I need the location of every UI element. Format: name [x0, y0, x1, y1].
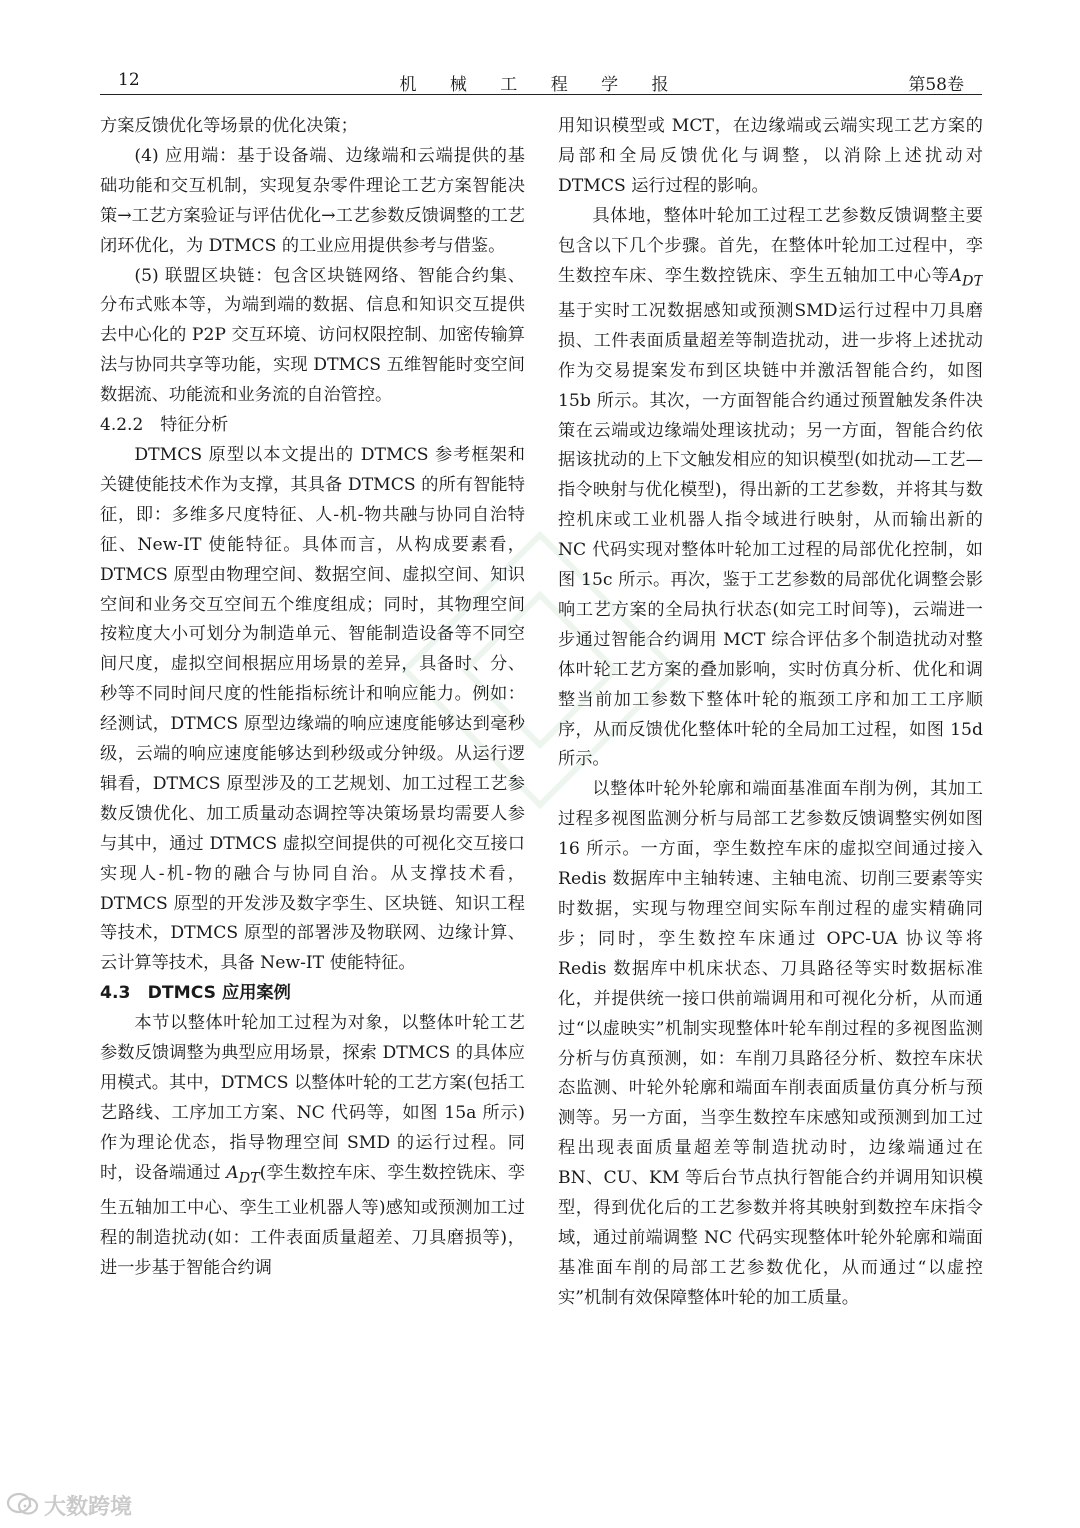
steps-text-part-1: 具体地，整体叶轮加工过程工艺参数反馈调整主要包含以下几个步骤。首先，在整体叶轮加工过程中，孪生数控车床、孪生数控铣床、孪生五轴加工中心等 — [558, 205, 983, 286]
case-text-part-2: (孪生数控车床、孪生数控铣床、孪生五轴加工中心、孪生工业机器人等)感知或预测加工过程的制造扰动(如：工件表面质量超差、刀具磨损等)，进一步基于智能合约调 — [100, 1162, 525, 1278]
right-column — [558, 112, 983, 1402]
chat-bubble-icon — [6, 1491, 40, 1519]
volume-label: 第58卷 — [908, 75, 964, 95]
paragraph-alliance-blockchain: (5) 联盟区块链：包含区块链网络、智能合约集、分布式账本等，为端到端的数据、信息和知识交互提供去中心化的 P2P 交互环境、访问权限控制、加密传输算法与协同共享等功能，实现 DTMCS 五维智能时变空间数据流、功能流和业务流的自治管控。 — [100, 265, 525, 406]
steps-text-part-2: 基于实时工况数据感知或预测SMD运行过程中刀具磨损、工件表面质量超差等制造扰动，进一步将上述扰动作为交易提案发布到区块链中并激活智能合约，如图 15b 所示。其次，一方面智能合约通过预置触发条件决策在云端或边缘端处理该扰动；另一方面，智能合约依据该扰动的上下文触发相应的知识模型(如扰动—工艺—指令映射与优化模型)，得出新的工艺参数，并将其与数控机床或工业机器人指令域进行映射，从而输出新的 NC 代码实现对整体叶轮加工过程的局部优化控制，如图 15c 所示。再次，鉴于工艺参数的局部优化调整会影响工艺方案的全局执行状态(如完工时间等)，云端进一步通过智能合约调用 MCT 综合评估多个制造扰动对整体叶轮工艺方案的叠加影响，实时仿真分析、优化和调整当前加工参数下整体叶轮的瓶颈工序和加工工序顺序，从而反馈优化整体叶轮的全局加工过程，如图 15d 所示。 — [558, 300, 983, 770]
section-heading: 4.3 DTMCS 应用案例 — [100, 983, 291, 1004]
paragraph-adjustment-steps — [558, 202, 983, 776]
adt-symbol: $A_{DT}$ — [949, 265, 983, 289]
watermark-text: 大数跨境 — [44, 1494, 133, 1520]
journal-title: 机 械 工 程 学 报 — [399, 75, 683, 95]
watermark — [6, 1488, 132, 1522]
running-header — [100, 66, 982, 95]
adt-symbol: $A_{DT}$ — [226, 1162, 260, 1187]
page-number: 12 — [118, 70, 140, 90]
case-text-part-1: 本节以整体叶轮加工过程为对象，以整体叶轮工艺参数反馈调整为典型应用场景，探索 DTMCS 的具体应用模式。其中，DTMCS 以整体叶轮的工艺方案(包括工艺路线、工序加工方案、NC 代码等，如图 15a 所示)作为理论优态，指导物理空间 SMD 的运行过程。同时，设备端通过 — [100, 1013, 525, 1183]
paragraph-feature-analysis: DTMCS 原型以本文提出的 DTMCS 参考框架和关键使能技术作为支撑，其具备 DTMCS 的所有智能特征，即：多维多尺度特征、人-机-物共融与协同自治特征、New-IT 使能特征。具体而言，从构成要素看，DTMCS 原型由物理空间、数据空间、虚拟空间、知识空间和业务交互空间五个维度组成；同时，其物理空间按粒度大小可划分为制造单元、智能制造设备等不同空间尺度，虚拟空间根据应用场景的差异，具备时、分、秒等不同时间尺度的性能指标统计和响应能力。例如：经测试，DTMCS 原型边缘端的响应速度能够达到毫秒级，云端的响应速度能够达到秒级或分钟级。从运行逻辑看，DTMCS 原型涉及的工艺规划、加工过程工艺参数反馈优化、加工质量动态调控等决策场景均需要人参与其中，通过 DTMCS 虚拟空间提供的可视化交互接口实现人-机-物的融合与协同自治。从支撑技术看，DTMCS 原型的开发涉及数字孪生、区块链、知识工程等技术，DTMCS 原型的部署涉及物联网、边缘计算、云计算等技术，具备 New-IT 使能特征。 — [100, 444, 525, 974]
paragraph-turning-example: 以整体叶轮外轮廓和端面基准面车削为例，其加工过程多视图监测分析与局部工艺参数反馈调整实例如图 16 所示。一方面，孪生数控车床的虚拟空间通过接入 Redis 数据库中主轴转速、主轴电流、切削三要素等实时数据，实现与物理空间实际车削过程的虚实精确同步；同时，孪生数控车床通过 OPC-UA 协议等将 Redis 数据库中机床状态、刀具路径等实时数据标准化，并提供统一接口供前端调用和可视化分析，从而通过“以虚映实”机制实现整体叶轮车削过程的多视图监测分析与仿真预测，如：车削刀具路径分析、数控车床状态监测、叶轮外轮廓和端面车削表面质量仿真分析与预测等。另一方面，当孪生数控车床感知或预测到加工过程出现表面质量超差等制造扰动时，边缘端通过在 BN、CU、KM 等后台节点执行智能合约并调用知识模型，得到优化后的工艺参数并将其映射到数控车床指令域，通过前端调整 NC 代码实现整体叶轮外轮廓和端面基准面车削的局部工艺参数优化，从而通过“以虚控实”机制有效保障整体叶轮的加工质量。 — [558, 779, 983, 1308]
subsection-heading: 4.2.2 特征分析 — [100, 415, 229, 436]
paragraph-application-end: (4) 应用端：基于设备端、边缘端和云端提供的基础功能和交互机制，实现复杂零件理论工艺方案智能决策→工艺方案验证与评估优化→工艺参数反馈调整的工艺闭环优化，为 DTMCS 的工业应用提供参考与借鉴。 — [100, 145, 525, 256]
paragraph-continuation: 用知识模型或 MCT，在边缘端或云端实现工艺方案的局部和全局反馈优化与调整，以消除上述扰动对 DTMCS 运行过程的影响。 — [558, 116, 983, 196]
paragraph-continuation: 方案反馈优化等场景的优化决策； — [100, 116, 358, 136]
paragraph-application-case — [100, 1009, 525, 1284]
left-column — [100, 112, 525, 1402]
